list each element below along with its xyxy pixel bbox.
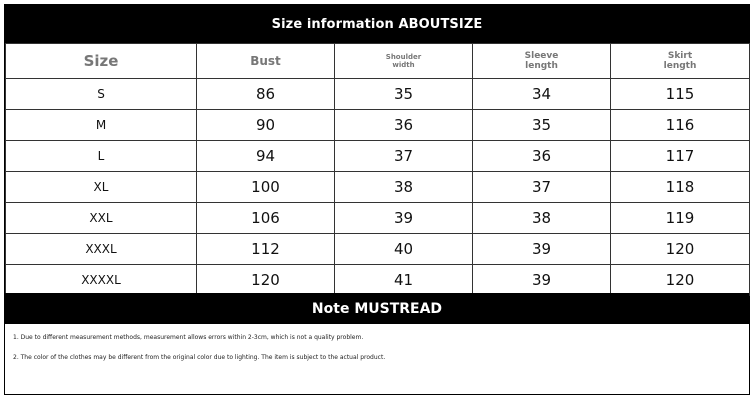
header-sleeve-length [473,44,611,79]
cell-sleeve: 36 [473,141,611,172]
cell-size: M [6,110,197,141]
cell-sleeve: 34 [473,79,611,110]
cell-bust: 86 [197,79,335,110]
cell-skirt: 115 [611,79,750,110]
notes-section [5,324,749,394]
cell-skirt: 120 [611,265,750,296]
header-shoulder-width [335,44,473,79]
size-table [5,43,750,296]
table-row [6,172,750,203]
cell-sleeve: 35 [473,110,611,141]
cell-shoulder: 39 [335,203,473,234]
cell-skirt: 117 [611,141,750,172]
cell-size: S [6,79,197,110]
cell-bust: 94 [197,141,335,172]
size-chart [4,4,750,395]
note-bar [5,293,749,324]
header-skirt-length [611,44,750,79]
table-row [6,79,750,110]
note-line-1: 1. Due to different measurement methods, measurement allows errors within 2-3cm, which is not a quality problem. [13,334,364,341]
cell-skirt: 120 [611,234,750,265]
cell-size: L [6,141,197,172]
cell-skirt: 116 [611,110,750,141]
header-skirt-line2: length [663,61,697,71]
cell-sleeve: 39 [473,234,611,265]
cell-shoulder: 40 [335,234,473,265]
cell-shoulder: 38 [335,172,473,203]
title-bar [5,5,749,43]
note-title: Note MUSTREAD [311,300,443,317]
table-row [6,265,750,296]
cell-bust: 100 [197,172,335,203]
header-shoulder-line2: width [392,61,415,69]
table-row [6,234,750,265]
cell-sleeve: 38 [473,203,611,234]
cell-bust: 112 [197,234,335,265]
cell-shoulder: 37 [335,141,473,172]
cell-size: XXXL [6,234,197,265]
cell-sleeve: 39 [473,265,611,296]
header-sleeve-line1: Sleeve [524,51,559,61]
table-row [6,141,750,172]
cell-size: XL [6,172,197,203]
header-shoulder-line1: Shoulder [385,53,422,61]
cell-sleeve: 37 [473,172,611,203]
cell-size: XXL [6,203,197,234]
cell-shoulder: 36 [335,110,473,141]
table-row [6,203,750,234]
table-header-row [6,44,750,79]
cell-skirt: 118 [611,172,750,203]
table-row [6,110,750,141]
note-line-2: 2. The color of the clothes may be different from the original color due to lighting. The item is subject to the actual product. [13,354,386,361]
header-bust: Bust [197,44,335,79]
cell-shoulder: 41 [335,265,473,296]
header-skirt-line1: Skirt [667,51,693,61]
header-size: Size [6,44,197,79]
cell-size: XXXXL [6,265,197,296]
cell-shoulder: 35 [335,79,473,110]
cell-bust: 120 [197,265,335,296]
cell-bust: 106 [197,203,335,234]
header-sleeve-line2: length [525,61,558,71]
cell-bust: 90 [197,110,335,141]
cell-skirt: 119 [611,203,750,234]
chart-title: Size information ABOUTSIZE [271,16,483,32]
